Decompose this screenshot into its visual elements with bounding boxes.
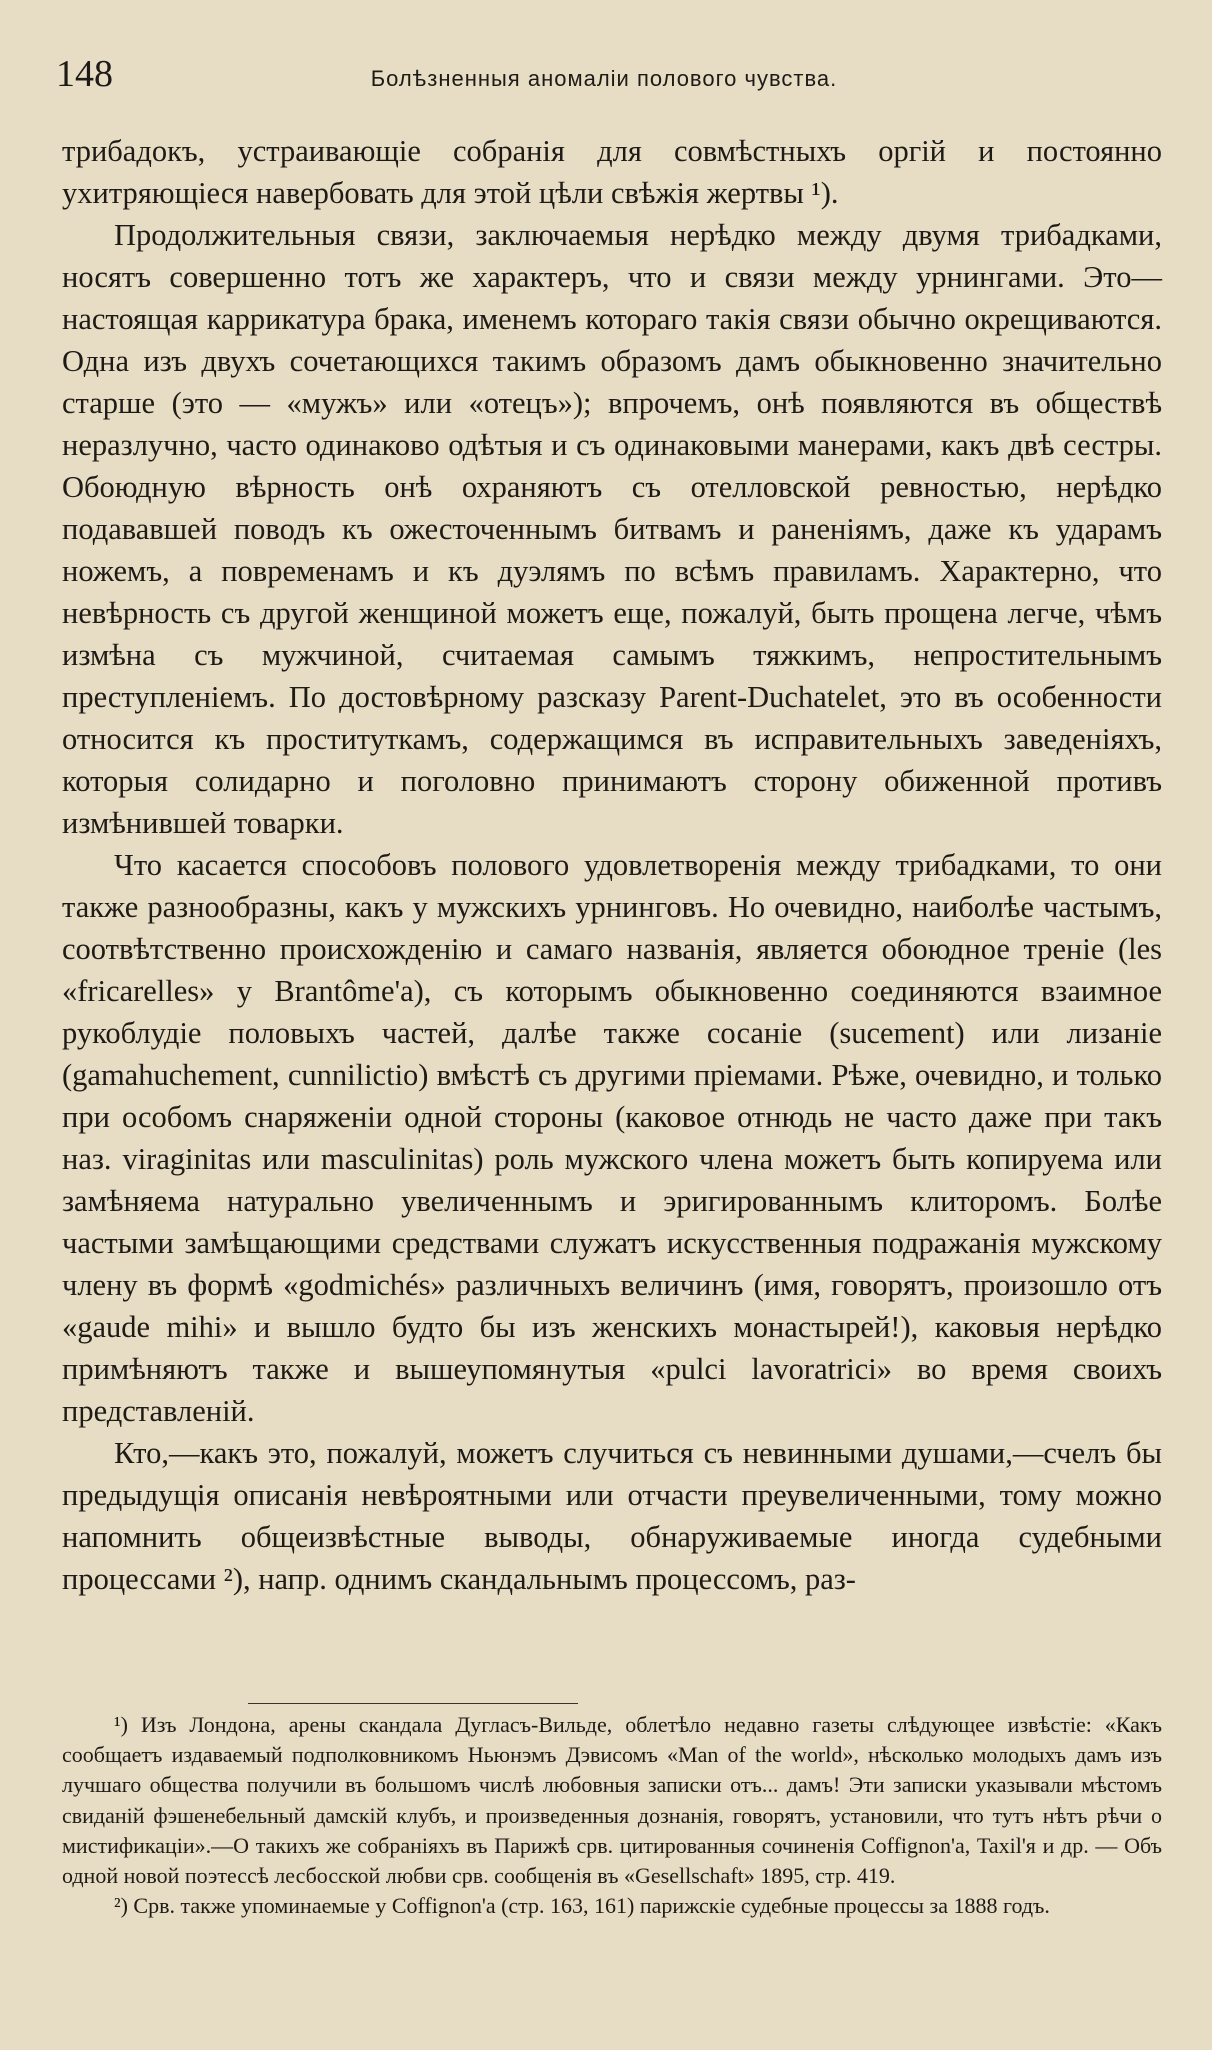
footnote-2: ²) Срв. также упоминаемые у Coffignon'а (стр. 163, 161) парижскіе судебные процессы за 1888 годъ. [114,1893,1050,1919]
paragraph-2: Продолжительныя связи, заключаемыя нерѣдко между двумя трибадками, носятъ совершенно тотъ же характеръ, что и связи между урнингами. Это—настоящая каррикатура брака, именемъ котораго такія связи обычно окрещиваются. Одна изъ двухъ сочетающихся такимъ образомъ дамъ обыкновенно значительно старше (это — «мужъ» или «отецъ»); впрочемъ, онѣ появляются въ обществѣ неразлучно, часто одинаково одѣтыя и съ одинаковыми манерами, какъ двѣ сестры. Обоюдную вѣрность онѣ охраняютъ съ отелловской ревностью, нерѣдко подававшей поводъ къ ожесточеннымъ битвамъ и раненіямъ, даже къ ударамъ ножемъ, а повременамъ и къ дуэлямъ по всѣмъ правиламъ. Характерно, что невѣрность съ другой женщиной можетъ еще, пожалуй, быть прощена легче, чѣмъ измѣна съ мужчиной, считаемая самымъ тяжкимъ, непростительнымъ преступленіемъ. По достовѣрному разсказу Parent-Duchatelet, это въ особенности относится къ проституткамъ, содержащимся въ исправительныхъ заведеніяхъ, которыя солидарно и поголовно принимаютъ сторону обиженной противъ измѣнившей товарки. [62,218,1162,840]
running-title: Болѣзненныя аномаліи полового чувства. [370,66,838,91]
paragraph-4: Кто,—какъ это, пожалуй, можетъ случиться съ невинными душами,—счелъ бы предыдущія описанія невѣроятными или отчасти преувеличенными, тому можно напомнить общеизвѣстные выводы, обнаруживаемые иногда судебными процессами ²), напр. однимъ скандальнымъ процессомъ, раз- [62,1436,1162,1596]
paragraph-3: Что касается способовъ полового удовлетворенія между трибадками, то они также разнообразны, какъ у мужскихъ урнинговъ. Но очевидно, наиболѣе частымъ, соотвѣтственно происхожденію и самаго названія, является обоюдное треніе (les «fricarelles» у Brantôme'а), съ которымъ обыкновенно соединяются взаимное рукоблудіе половыхъ частей, далѣе также сосаніе (sucement) или лизаніе (gamahuchement, cunnilictio) вмѣстѣ съ другими пріемами. Рѣже, очевидно, и только при особомъ снаряженіи одной стороны (каковое отнюдь не часто даже при такъ наз. viraginitas или masculinitas) роль мужского члена можетъ быть копируема или замѣняема натурально увеличеннымъ и эригированнымъ клиторомъ. Болѣе частыми замѣщающими средствами служатъ искусственныя подражанія мужскому члену въ формѣ «godmichés» различныхъ величинъ (имя, говорятъ, произошло отъ «gaude mihi» и вышло будто бы изъ женскихъ монастырей!), каковыя нерѣдко примѣняютъ также и вышеупомянутыя «pulci lavoratrici» во время своихъ представленій. [62,848,1162,1428]
footnote-1: ¹) Изъ Лондона, арены скандала Дугласъ-Вильде, облетѣло недавно газеты слѣдующее извѣстіе: «Какъ сообщаетъ издаваемый подполковникомъ Ньюнэмъ Дэвисомъ «Man of the world», нѣсколько молодыхъ дамъ изъ лучшаго общества получили въ большомъ числѣ любовныя записки отъ... дамъ! Эти записки указывали мѣстомъ свиданій фэшенебельный дамскій клубъ, и произведенныя дознанія, говорятъ, установили, что тутъ нѣтъ рѣчи о мистификаціи».—О такихъ же собраніяхъ въ Парижѣ срв. цитированныя сочиненія Coffignon'а, Taxil'я и др. — Объ одной новой поэтессѣ лесбосской любви срв. сообщенія въ «Gesellschaft» 1895, стр. 419. [62,1712,1162,1889]
footnote-separator [248,1703,578,1704]
paragraph-1: трибадокъ, устраивающіе собранія для совмѣстныхъ оргій и постоянно ухитряющіеся навербовать для этой цѣли свѣжія жертвы ¹). [62,134,1162,210]
page-number: 148 [56,53,113,95]
footnotes [62,1710,1162,1921]
main-text [62,130,1162,1600]
page-header [56,52,1152,96]
